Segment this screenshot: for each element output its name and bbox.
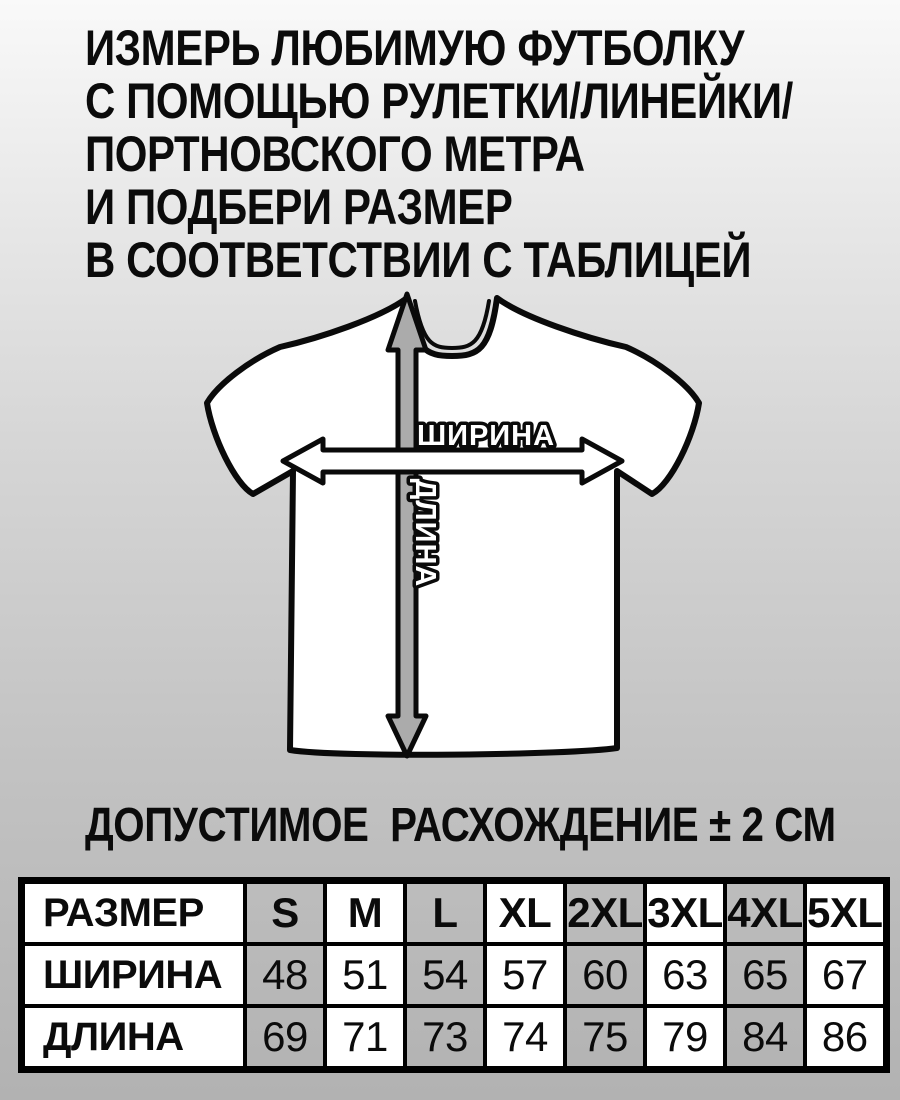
size-table	[18, 877, 890, 1073]
length-l: 73	[405, 1006, 485, 1070]
header-l: L	[405, 881, 485, 945]
width-2xl: 60	[565, 944, 645, 1006]
table-row-length	[22, 1006, 887, 1070]
width-3xl: 63	[645, 944, 725, 1006]
width-m: 51	[325, 944, 405, 1006]
width-s: 48	[245, 944, 325, 1006]
instruction-line: В СООТВЕТСТВИИ С ТАБЛИЦЕЙ	[85, 232, 752, 288]
header-size: РАЗМЕР	[22, 881, 246, 945]
header-xl: XL	[485, 881, 565, 945]
header-2xl: 2XL	[565, 881, 645, 945]
width-xl: 57	[485, 944, 565, 1006]
header-m: M	[325, 881, 405, 945]
header-s: S	[245, 881, 325, 945]
width-arrow-label: ШИРИНА	[416, 420, 556, 452]
length-5xl: 86	[805, 1006, 886, 1070]
width-4xl: 65	[725, 944, 805, 1006]
length-s: 69	[245, 1006, 325, 1070]
row-label-length: ДЛИНА	[22, 1006, 246, 1070]
measuring-instructions	[85, 22, 793, 287]
tshirt-measurement-diagram	[190, 288, 710, 766]
header-5xl: 5XL	[805, 881, 886, 945]
table-row-width	[22, 944, 887, 1006]
tshirt-outline	[207, 298, 699, 755]
tolerance-note: ДОПУСТИМОЕ РАСХОЖДЕНИЕ ± 2 СМ	[85, 799, 836, 852]
instruction-line: С ПОМОЩЬЮ РУЛЕТКИ/ЛИНЕЙКИ/	[85, 73, 793, 129]
length-xl: 74	[485, 1006, 565, 1070]
header-3xl: 3XL	[645, 881, 725, 945]
width-5xl: 67	[805, 944, 886, 1006]
header-4xl: 4XL	[725, 881, 805, 945]
instruction-line: И ПОДБЕРИ РАЗМЕР	[85, 179, 513, 235]
length-arrow-label: ДЛИНА	[409, 478, 441, 588]
width-l: 54	[405, 944, 485, 1006]
size-table-header-row	[22, 881, 887, 945]
length-2xl: 75	[565, 1006, 645, 1070]
instruction-line: ПОРТНОВСКОГО МЕТРА	[85, 126, 585, 182]
length-4xl: 84	[725, 1006, 805, 1070]
instruction-line: ИЗМЕРЬ ЛЮБИМУЮ ФУТБОЛКУ	[85, 20, 745, 76]
length-3xl: 79	[645, 1006, 725, 1070]
length-m: 71	[325, 1006, 405, 1070]
row-label-width: ШИРИНА	[22, 944, 246, 1006]
collar-inner-line	[415, 301, 489, 348]
